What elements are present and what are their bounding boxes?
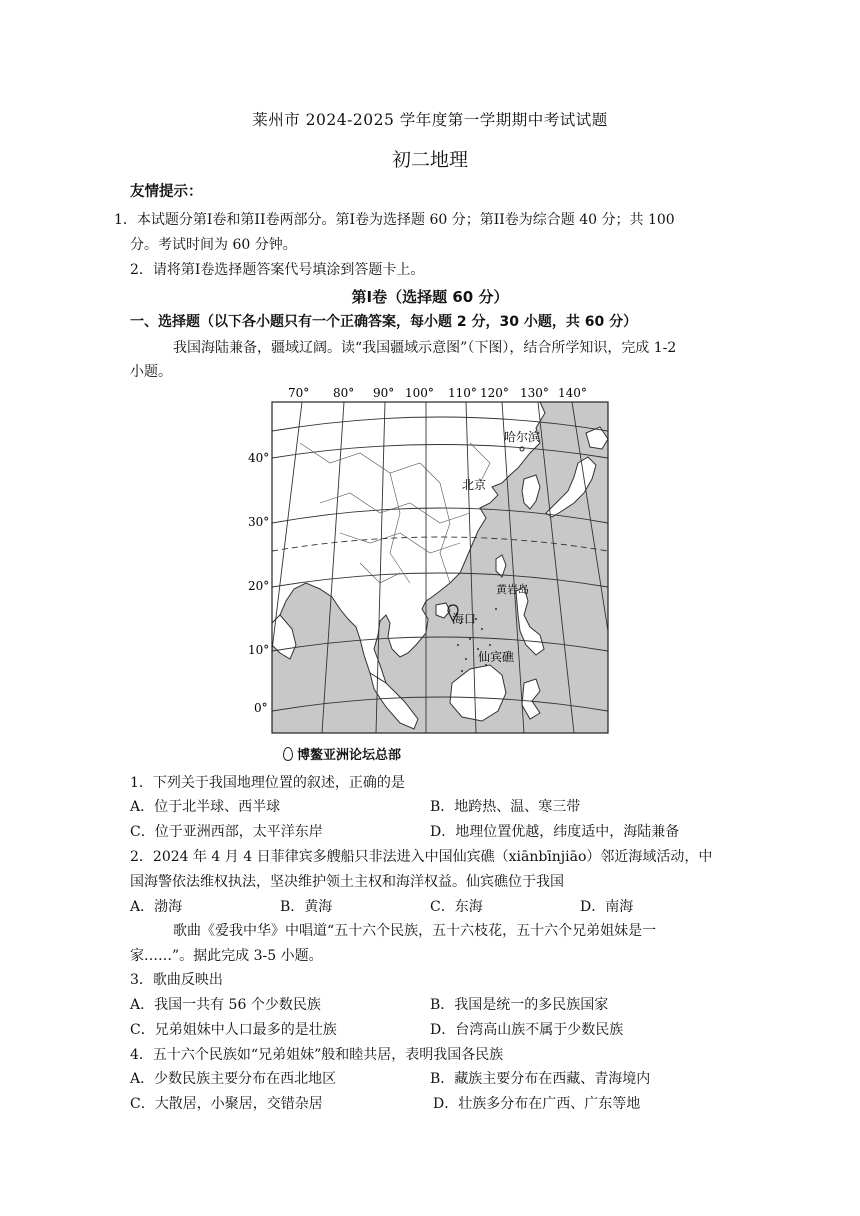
map-caption-text: 博鳌亚洲论坛总部 <box>297 748 402 763</box>
q2-option-d: D．南海 <box>580 899 634 915</box>
exam-subject: 初二地理 <box>391 149 468 171</box>
intro-3-5-line-1: 歌曲《爱我中华》中唱道“五十六个民族，五十六枝花，五十六个兄弟姐妹是一 <box>173 923 657 939</box>
lon-label: 110° <box>448 386 477 400</box>
lat-label: 20° <box>248 579 270 593</box>
lon-label: 100° <box>405 386 434 400</box>
lat-label: 30° <box>248 515 270 529</box>
q3-option-a: A．我国一共有 56 个少数民族 <box>130 997 321 1013</box>
map-caption <box>283 744 401 763</box>
lat-label: 0° <box>254 701 268 715</box>
q2-stem-line-1: 2．2024 年 4 月 4 日菲律宾多艘船只非法进入中国仙宾礁（xiānbīnjiāo）邻近海域活动，中 <box>130 849 713 865</box>
q1-option-b: B．地跨热、温、寒三带 <box>430 799 581 815</box>
lat-label: 10° <box>248 643 270 657</box>
lon-label: 70° <box>288 386 310 400</box>
tip-1-line-2: 分。考试时间为 60 分钟。 <box>130 237 297 253</box>
q2-stem-line-2: 国海警依法维权执法，坚决维护领土主权和海洋权益。仙宾礁位于我国 <box>130 874 564 890</box>
q1-option-a: A．位于北半球、西半球 <box>130 799 281 815</box>
q3-option-b: B．我国是统一的多民族国家 <box>430 997 609 1013</box>
lon-label: 80° <box>333 386 355 400</box>
q1-option-d: D．地理位置优越，纬度适中，海陆兼备 <box>430 824 680 840</box>
q2-option-b: B．黄海 <box>280 899 333 915</box>
place-xianbin: 仙宾礁 <box>478 650 515 664</box>
q4-option-c: C．大散居，小聚居，交错杂居 <box>130 1096 323 1112</box>
exam-title: 莱州市 2024-2025 学年度第一学期期中考试试题 <box>252 111 608 129</box>
q3-stem: 3．歌曲反映出 <box>130 972 223 988</box>
q4-option-a: A．少数民族主要分布在西北地区 <box>130 1071 337 1087</box>
section-instruction: 一、选择题（以下各小题只有一个正确答案，每小题 2 分，30 小题，共 60 分） <box>130 314 638 330</box>
tip-2: 2．请将第Ⅰ卷选择题答案代号填涂到答题卡上。 <box>130 262 425 278</box>
q2-option-c: C．东海 <box>430 899 483 915</box>
pin-icon <box>283 747 293 761</box>
q4-option-d: D．壮族多分布在广西、广东等地 <box>433 1096 641 1112</box>
map-svg <box>240 383 620 739</box>
q4-option-b: B．藏族主要分布在西藏、青海境内 <box>430 1071 651 1087</box>
tips-heading: 友情提示： <box>130 184 203 200</box>
lat-label: 40° <box>248 451 270 465</box>
lon-label: 120° <box>480 386 509 400</box>
place-harbin: 哈尔滨 <box>504 430 541 444</box>
place-haikou: 海口 <box>452 612 477 626</box>
lon-label: 140° <box>558 386 587 400</box>
q2-option-a: A．渤海 <box>130 899 183 915</box>
intro-1-2-line-2: 小题。 <box>130 364 172 380</box>
place-huangyan: 黄岩岛 <box>496 583 529 596</box>
q4-stem: 4．五十六个民族如“兄弟姐妹”般和睦共居，表明我国各民族 <box>130 1047 504 1063</box>
lon-label: 130° <box>520 386 549 400</box>
section-title: 第Ⅰ卷（选择题 60 分） <box>351 288 509 306</box>
intro-1-2-line-1: 我国海陆兼备，疆域辽阔。读“我国疆域示意图”（下图），结合所学知识，完成 1-2 <box>173 340 677 356</box>
tip-1-line-1: 1．本试题分第Ⅰ卷和第ⅠⅠ卷两部分。第Ⅰ卷为选择题 60 分；第ⅠⅠ卷为综合题 40 分；共 100 <box>114 212 675 228</box>
place-beijing: 北京 <box>462 478 487 492</box>
lon-label: 90° <box>373 386 395 400</box>
q1-option-c: C．位于亚洲西部，太平洋东岸 <box>130 824 323 840</box>
intro-3-5-line-2: 家……”。据此完成 3-5 小题。 <box>130 948 323 964</box>
q3-option-d: D．台湾高山族不属于少数民族 <box>430 1022 624 1038</box>
q1-stem: 1．下列关于我国地理位置的叙述，正确的是 <box>130 775 405 791</box>
q3-option-c: C．兄弟姐妹中人口最多的是壮族 <box>130 1022 337 1038</box>
china-territory-map <box>240 383 620 739</box>
